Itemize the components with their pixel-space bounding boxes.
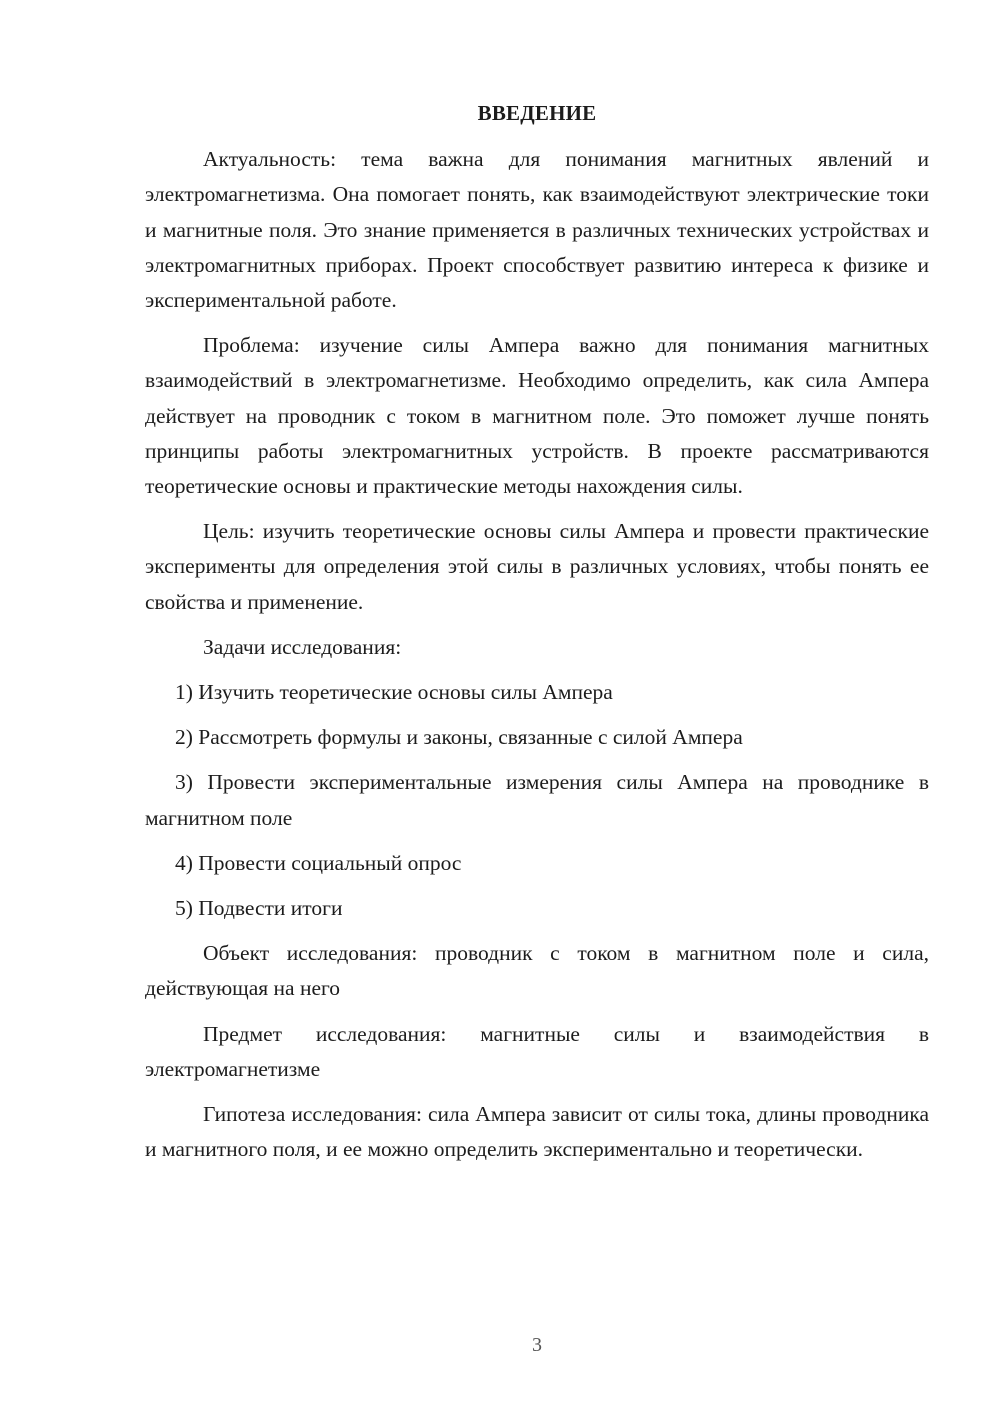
task-item-3: 3) Провести экспериментальные измерения силы Ампера на проводнике в магнитном поле bbox=[145, 770, 929, 830]
task-item-5: 5) Подвести итоги bbox=[175, 896, 343, 921]
task-item-2: 2) Рассмотреть формулы и законы, связанные с силой Ампера bbox=[175, 725, 743, 750]
section-title: ВВЕДЕНИЕ bbox=[477, 101, 597, 125]
subject-paragraph: Предмет исследования: магнитные силы и взаимодействия в электромагнетизме bbox=[145, 1021, 929, 1081]
page-content bbox=[145, 96, 929, 1177]
goal-paragraph: Цель: изучить теоретические основы силы Ампера и провести практические эксперименты для определения этой силы в различных условиях, чтобы понять ее свойства и применение. bbox=[145, 519, 929, 614]
task-item-4: 4) Провести социальный опрос bbox=[175, 850, 462, 875]
problem-paragraph: Проблема: изучение силы Ампера важно для понимания магнитных взаимодействий в электромагнетизме. Необходимо определить, как сила Ампера действует на проводник с током в магнитном поле. Это поможет лучше понять принципы работы электромагнитных устройств. В проекте рассматриваются теоретические основы и практические методы нахождения силы. bbox=[145, 333, 929, 499]
object-paragraph: Объект исследования: проводник с током в магнитном поле и сила, действующая на него bbox=[145, 941, 929, 1001]
relevance-paragraph: Актуальность: тема важна для понимания магнитных явлений и электромагнетизма. Она помогает понять, как взаимодействуют электрические токи и магнитные поля. Это знание применяется в различных технических устройствах и электромагнитных приборах. Проект способствует развитию интереса к физике и экспериментальной работе. bbox=[145, 147, 929, 313]
tasks-heading: Задачи исследования: bbox=[203, 634, 402, 659]
task-item-1: 1) Изучить теоретические основы силы Ампера bbox=[175, 680, 613, 705]
page-number: 3 bbox=[532, 1334, 542, 1356]
hypothesis-paragraph: Гипотеза исследования: сила Ампера зависит от силы тока, длины проводника и магнитного поля, и ее можно определить экспериментально и теоретически. bbox=[145, 1102, 929, 1162]
